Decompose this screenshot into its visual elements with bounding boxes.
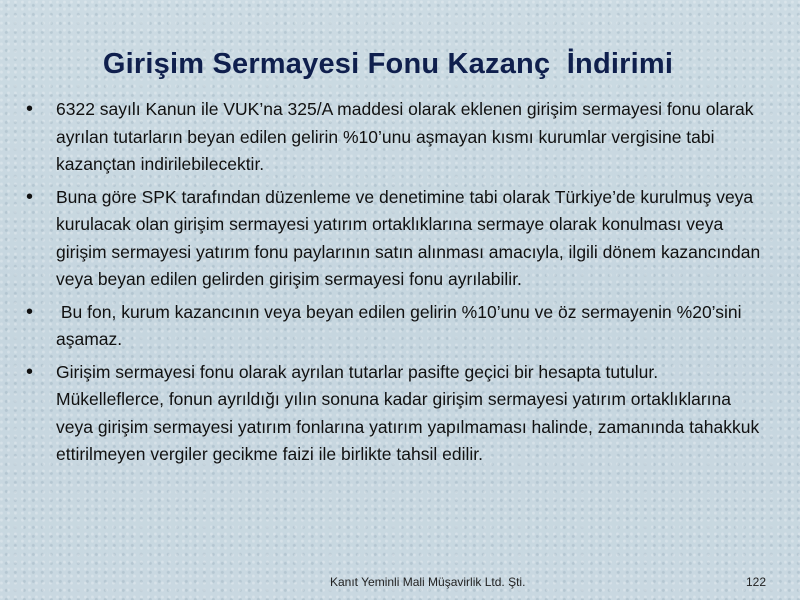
- bullet-item: [26, 359, 766, 469]
- slide-title: Girişim Sermayesi Fonu Kazanç İndirimi: [102, 48, 674, 80]
- bullet-icon: •: [26, 185, 34, 208]
- bullet-item: [26, 299, 766, 354]
- page-number: 122: [746, 575, 767, 589]
- footer-company: Kanıt Yeminli Mali Müşavirlik Ltd. Şti.: [330, 575, 526, 589]
- bullet-item: [26, 184, 766, 294]
- bullet-text: Girişim sermayesi fonu olarak ayrılan tutarlar pasifte geçici bir hesapta tutulur. Mükelleflerce, fonun ayrıldığı yılın sonuna kadar girişim sermayesi yatırım ortaklıklarına veya girişim sermayesi yatırım fonlarına yatırım yapılmaması halinde, zamanında tahakkuk ettirilmeyen vergiler gecikme faizi ile birlikte tahsil edilir.: [56, 361, 760, 464]
- bullet-text: Buna göre SPK tarafından düzenleme ve denetimine tabi olarak Türkiye’de kurulmuş veya kurulacak olan girişim sermayesi yatırım ortaklıklarına sermaye olarak konulması veya girişim sermayesi yatırım fonu paylarının satın alınması amacıyla, ilgili dönem kazancından veya beyan edilen gelirden girişim sermayesi fonu ayrılabilir.: [56, 186, 761, 289]
- bullet-icon: •: [26, 360, 34, 383]
- bullet-text: 6322 sayılı Kanun ile VUK’na 325/A maddesi olarak eklenen girişim sermayesi fonu olarak ayrılan tutarların beyan edilen gelirin %10’unu aşmayan kısmı kurumlar vergisine tabi kazançtan indirilebilecektir.: [56, 99, 754, 174]
- bullet-item: [26, 96, 766, 179]
- bullet-list: [26, 96, 766, 474]
- bullet-icon: •: [26, 98, 34, 120]
- bullet-text: Bu fon, kurum kazancının veya beyan edilen gelirin %10’unu ve öz sermayenin %20’sini aşamaz.: [56, 301, 747, 349]
- bullet-icon: •: [26, 300, 34, 323]
